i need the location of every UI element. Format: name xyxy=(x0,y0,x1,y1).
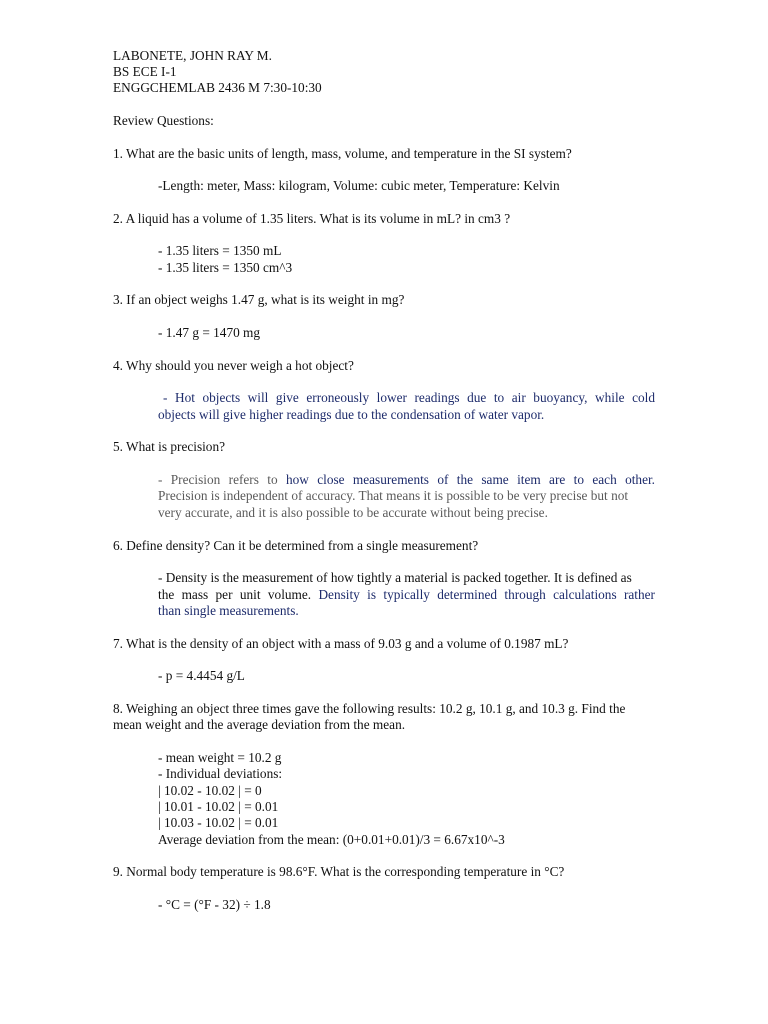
question-8-cont: mean weight and the average deviation from the mean. xyxy=(113,717,406,732)
answer-4-line: objects will give higher readings due to the condensation of water vapor. xyxy=(158,407,545,422)
answer-5-line: very accurate, and it is also possible to be accurate without being precise. xyxy=(158,505,548,520)
answer-3: - 1.47 g = 1470 mg xyxy=(158,325,261,340)
answer-6-line: - Density is the measurement of how tightly a material is packed together. It is defined as xyxy=(158,570,632,585)
answer-7: - p = 4.4454 g/L xyxy=(158,668,245,683)
answer-2-line: - 1.35 liters = 1350 mL xyxy=(158,243,282,258)
answer-8-line: - mean weight = 10.2 g xyxy=(158,750,282,765)
answer-8-line: Average deviation from the mean: (0+0.01+0.01)/3 = 6.67x10^-3 xyxy=(158,832,505,847)
question-7: 7. What is the density of an object with a mass of 9.03 g and a volume of 0.1987 mL? xyxy=(113,636,569,651)
answer-8-line: | 10.01 - 10.02 | = 0.01 xyxy=(158,799,279,814)
answer-6-line: than single measurements. xyxy=(158,603,299,618)
question-6: 6. Define density? Can it be determined from a single measurement? xyxy=(113,538,479,553)
question-3: 3. If an object weighs 1.47 g, what is its weight in mg? xyxy=(113,292,405,307)
question-1: 1. What are the basic units of length, mass, volume, and temperature in the SI system? xyxy=(113,146,572,161)
answer-6-highlight: Density is typically determined through calculations rather xyxy=(318,587,655,602)
class-schedule: ENGGCHEMLAB 2436 M 7:30-10:30 xyxy=(113,80,322,95)
answer-4-text: - Hot objects will give erroneously lower readings due to air buoyancy, while cold xyxy=(163,390,655,405)
answer-2-line: - 1.35 liters = 1350 cm^3 xyxy=(158,260,293,275)
answer-4-line xyxy=(158,390,655,407)
answer-8-line: | 10.03 - 10.02 | = 0.01 xyxy=(158,815,279,830)
answer-6-text: the mass per unit volume. xyxy=(158,587,319,602)
answer-6-line xyxy=(158,587,655,604)
section-title: Review Questions: xyxy=(113,113,214,128)
question-4: 4. Why should you never weigh a hot object? xyxy=(113,358,354,373)
answer-5-text: - Precision refers to xyxy=(158,472,286,487)
question-5: 5. What is precision? xyxy=(113,439,226,454)
answer-5-line xyxy=(158,472,655,489)
answer-5-line: Precision is independent of accuracy. That means it is possible to be very precise but not xyxy=(158,488,629,503)
answer-8-line: - Individual deviations: xyxy=(158,766,283,781)
student-course: BS ECE I-1 xyxy=(113,64,177,79)
answer-8-line: | 10.02 - 10.02 | = 0 xyxy=(158,783,262,798)
answer-1: -Length: meter, Mass: kilogram, Volume: cubic meter, Temperature: Kelvin xyxy=(158,178,560,193)
student-name: LABONETE, JOHN RAY M. xyxy=(113,48,272,63)
question-2: 2. A liquid has a volume of 1.35 liters. What is its volume in mL? in cm3 ? xyxy=(113,211,511,226)
answer-5-highlight: how close measurements of the same item are to each other. xyxy=(285,472,655,487)
question-8: 8. Weighing an object three times gave the following results: 10.2 g, 10.1 g, and 10.3 g. Find the xyxy=(113,701,626,716)
answer-9: - °C = (°F - 32) ÷ 1.8 xyxy=(158,897,271,912)
question-9: 9. Normal body temperature is 98.6°F. What is the corresponding temperature in °C? xyxy=(113,864,565,879)
